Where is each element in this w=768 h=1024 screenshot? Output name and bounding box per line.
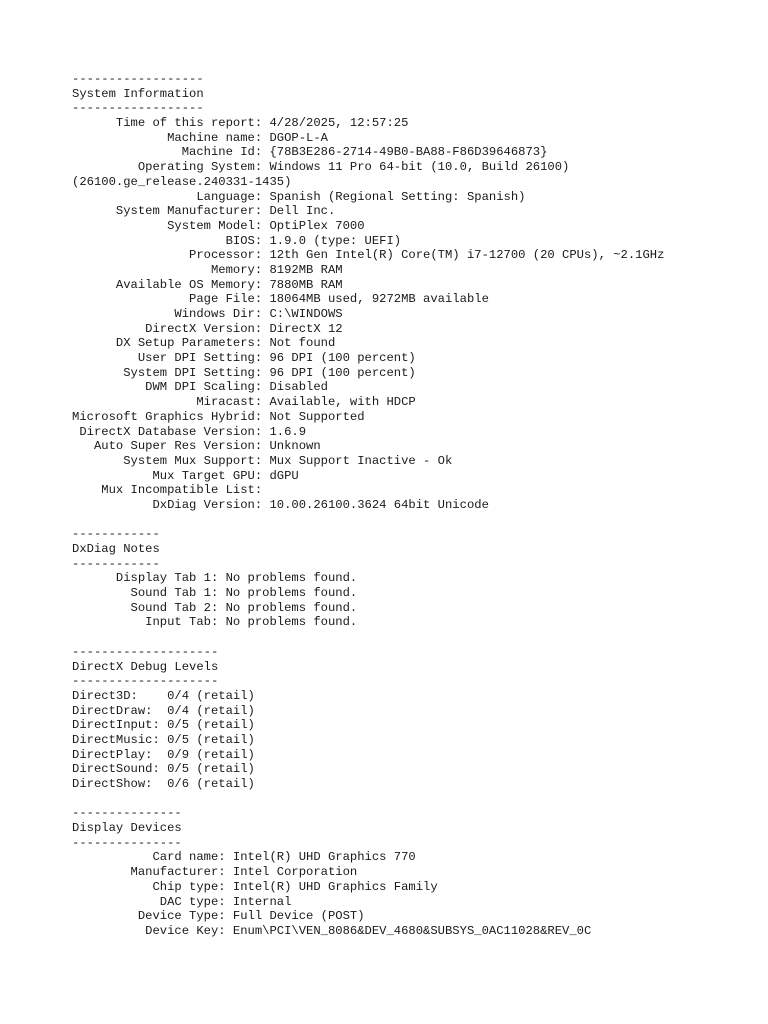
report-line: DWM DPI Scaling: Disabled xyxy=(72,380,328,395)
report-line: Manufacturer: Intel Corporation xyxy=(72,865,358,880)
report-line: DirectX Version: DirectX 12 xyxy=(72,321,343,336)
report-line: Card name: Intel(R) UHD Graphics 770 xyxy=(72,850,416,865)
report-line: DxDiag Version: 10.00.26100.3624 64bit Unicode xyxy=(72,497,489,512)
report-line: DirectInput: 0/5 (retail) xyxy=(72,718,255,733)
report-line: Display Devices xyxy=(72,821,182,836)
report-line: Time of this report: 4/28/2025, 12:57:25 xyxy=(72,116,409,131)
report-line: Memory: 8192MB RAM xyxy=(72,262,343,277)
report-line: Processor: 12th Gen Intel(R) Core(TM) i7-12700 (20 CPUs), ~2.1GHz xyxy=(72,248,665,263)
report-line: System Mux Support: Mux Support Inactive - Ok xyxy=(72,453,453,468)
report-line: Miracast: Available, with HDCP xyxy=(72,395,416,410)
report-line: BIOS: 1.9.0 (type: UEFI) xyxy=(72,233,402,248)
report-line: Windows Dir: C:\WINDOWS xyxy=(72,307,343,321)
report-line: DX Setup Parameters: Not found xyxy=(72,336,336,351)
report-line: DirectDraw: 0/4 (retail) xyxy=(72,703,255,718)
report-line xyxy=(72,630,664,645)
report-line: --------------- xyxy=(72,806,182,821)
report-line: DirectX Debug Levels xyxy=(72,659,219,674)
report-line: Direct3D: 0/4 (retail) xyxy=(72,688,255,703)
report-line: -------------------- xyxy=(72,674,219,689)
report-line xyxy=(72,513,664,528)
report-line: ------------------ xyxy=(72,101,204,116)
report-line: ------------------ xyxy=(72,72,204,86)
report-line: DirectShow: 0/6 (retail) xyxy=(72,777,255,791)
report-line: Input Tab: No problems found. xyxy=(72,615,358,630)
report-line: DirectPlay: 0/9 (retail) xyxy=(72,747,255,762)
report-line: Chip type: Intel(R) UHD Graphics Family xyxy=(72,879,438,894)
report-line: --------------- xyxy=(72,835,182,850)
report-line: Auto Super Res Version: Unknown xyxy=(72,439,321,454)
report-line: Mux Target GPU: dGPU xyxy=(72,468,299,483)
report-line: DirectSound: 0/5 (retail) xyxy=(72,762,255,777)
report-line: User DPI Setting: 96 DPI (100 percent) xyxy=(72,351,416,366)
report-line: Language: Spanish (Regional Setting: Spanish) xyxy=(72,189,526,204)
report-line: ------------ xyxy=(72,527,160,542)
report-line: Available OS Memory: 7880MB RAM xyxy=(72,277,343,292)
report-line: Machine Id: {78B3E286-2714-49B0-BA88-F86D39646873} xyxy=(72,145,548,160)
report-line: System Information xyxy=(72,86,204,101)
report-line: System Model: OptiPlex 7000 xyxy=(72,218,365,233)
report-line: Microsoft Graphics Hybrid: Not Supported xyxy=(72,409,365,424)
report-line: Sound Tab 2: No problems found. xyxy=(72,600,358,615)
report-line: System DPI Setting: 96 DPI (100 percent) xyxy=(72,365,416,380)
report-line: Device Type: Full Device (POST) xyxy=(72,909,365,924)
report-line: Machine name: DGOP-L-A xyxy=(72,130,328,145)
dxdiag-report xyxy=(72,72,664,939)
report-line: Sound Tab 1: No problems found. xyxy=(72,586,358,601)
report-line: DirectMusic: 0/5 (retail) xyxy=(72,732,255,747)
report-line: DxDiag Notes xyxy=(72,542,160,556)
report-line: DAC type: Internal xyxy=(72,894,292,909)
report-line: ------------ xyxy=(72,556,160,571)
report-line: -------------------- xyxy=(72,644,219,659)
report-line: (26100.ge_release.240331-1435) xyxy=(72,174,292,189)
report-line: System Manufacturer: Dell Inc. xyxy=(72,204,336,219)
report-line: Operating System: Windows 11 Pro 64-bit (10.0, Build 26100) xyxy=(72,160,570,175)
report-line: DirectX Database Version: 1.6.9 xyxy=(72,424,307,439)
report-line xyxy=(72,792,664,807)
report-line: Mux Incompatible List: xyxy=(72,483,263,498)
report-line: Page File: 18064MB used, 9272MB available xyxy=(72,292,489,307)
report-line: Display Tab 1: No problems found. xyxy=(72,571,358,586)
report-line: Device Key: Enum\PCI\VEN_8086&DEV_4680&SUBSYS_0AC11028&REV_0C xyxy=(72,923,592,938)
